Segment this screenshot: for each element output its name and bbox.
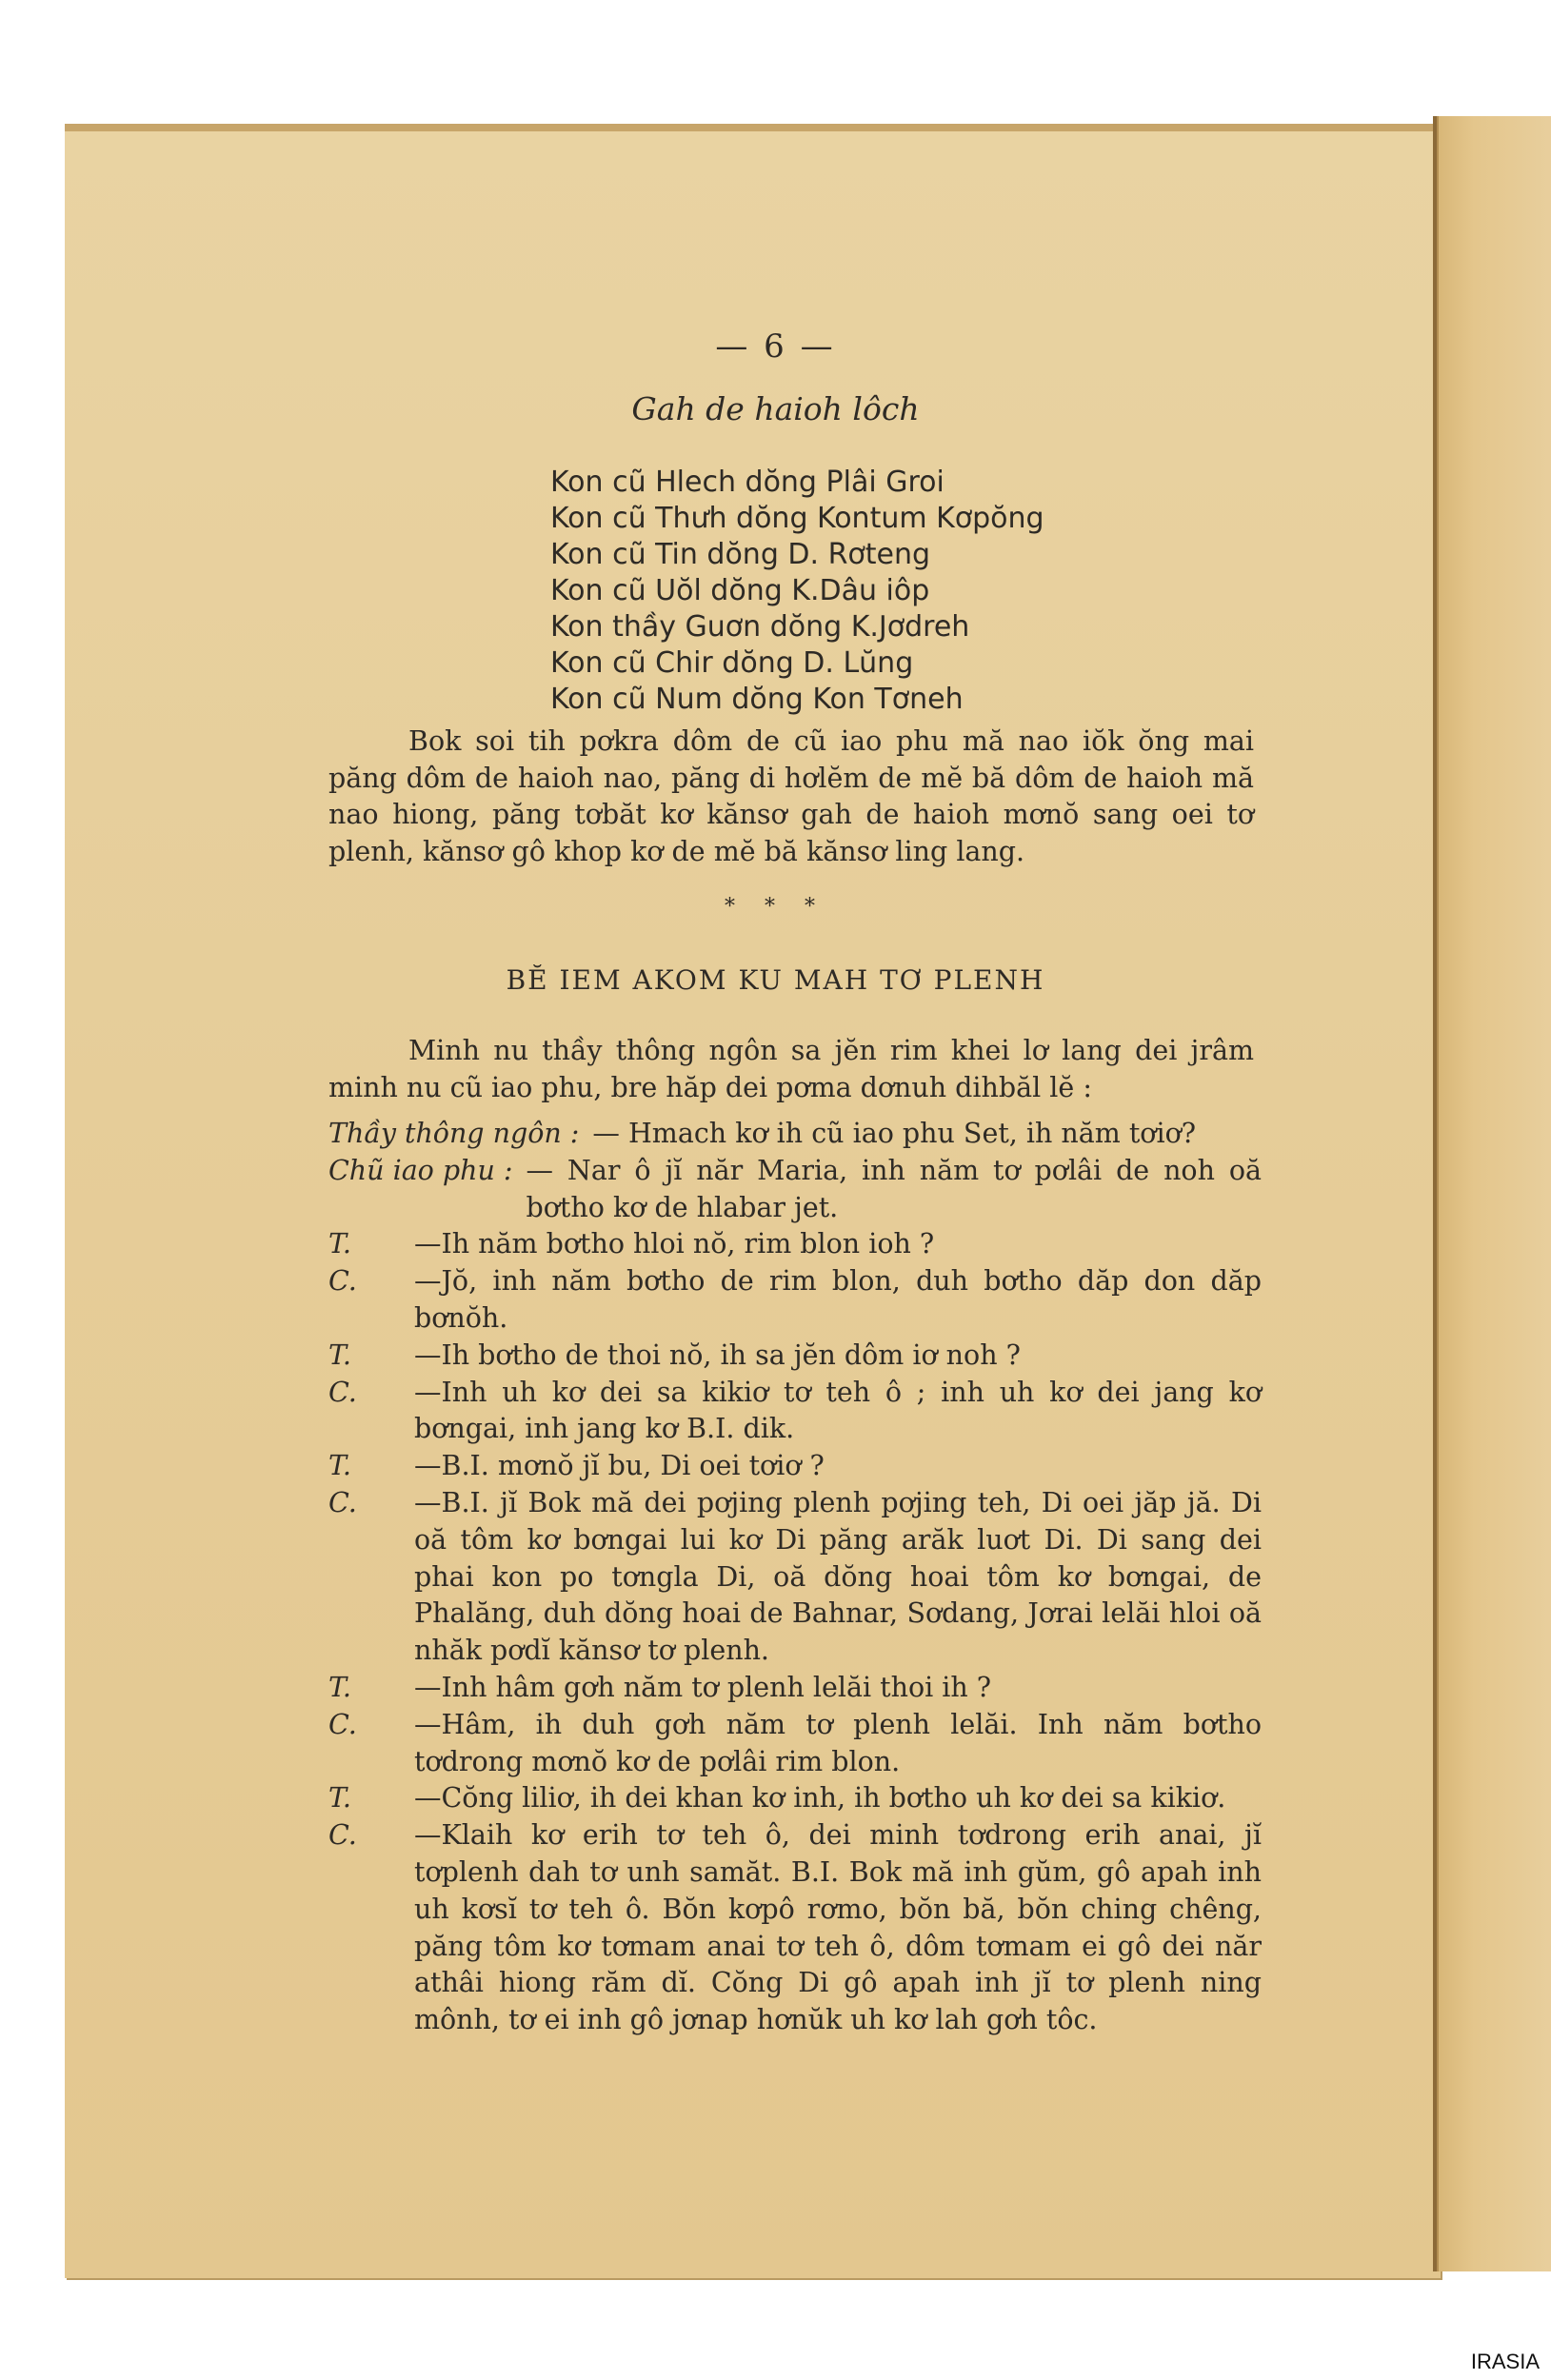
speaker-label: T. bbox=[328, 1782, 351, 1815]
dialogue-text: —Jŏ, inh năm bơtho de rim blon, duh bơtho dăp don dăp bơnŏh. bbox=[414, 1265, 1262, 1334]
dialogue-line bbox=[328, 1375, 1262, 1449]
dialogue-line bbox=[328, 1263, 1262, 1338]
credit-line: Kon cũ Uŏl dŏng K.Dâu iôp bbox=[550, 574, 930, 607]
speaker-label: C. bbox=[328, 1265, 357, 1298]
dialogue-line bbox=[328, 1153, 1262, 1227]
dialogue-line bbox=[328, 1780, 1262, 1817]
dialogue-text: — Nar ô jĭ năr Maria, inh năm tơ pơlâi de noh oă bơtho kơ de hlabar jet. bbox=[526, 1154, 1262, 1223]
speaker-label: T. bbox=[328, 1671, 351, 1703]
credit-line: Kon cũ Tin dŏng D. Rơteng bbox=[550, 538, 931, 571]
section-title: BĔ IEM AKOM KU MAH TƠ PLENH bbox=[506, 964, 1045, 996]
dialogue-text: —Ih năm bơtho hloi nŏ, rim blon ioh ? bbox=[414, 1228, 935, 1260]
credit-line: Kon thầy Guơn dŏng K.Jơdreh bbox=[550, 610, 970, 644]
section-intro: Minh nu thầy thông ngôn sa jĕn rim khei lơ lang dei jrâm minh nu cũ iao phu, bre hăp dei pơma dơnuh dihbăl lĕ : bbox=[328, 1035, 1254, 1103]
dialogue-text: — Hmach kơ ih cũ iao phu Set, ih năm tơiơ? bbox=[592, 1118, 1197, 1149]
dialogue-text: —Cŏng liliơ, ih dei khan kơ inh, ih bơtho uh kơ dei sa kikiơ. bbox=[414, 1782, 1226, 1815]
speaker-label: T. bbox=[328, 1339, 351, 1371]
dialogue-line bbox=[328, 1448, 1262, 1485]
dialogue-text: —B.I. mơnŏ jĭ bu, Di oei tơiơ ? bbox=[414, 1450, 825, 1482]
credit-line: Kon cũ Chir dŏng D. Lŭng bbox=[550, 646, 914, 680]
dialogue-text: —Inh uh kơ dei sa kikiơ tơ teh ô ; inh uh kơ dei jang kơ bơngai, inh jang kơ B.I. dik. bbox=[414, 1376, 1262, 1445]
dialogue-text: —Ih bơtho de thoi nŏ, ih sa jĕn dôm iơ noh ? bbox=[414, 1339, 1021, 1371]
dialogue-text: —B.I. jĭ Bok mă dei pơjing plenh pơjing teh, Di oei jăp jă. Di oă tôm kơ bơngai lui kơ Di păng arăk luơt Di. Di sang dei phai kon po tơngla Di, oă dŏng hoai tôm kơ bơngai, de Phalăng, duh dŏng hoai de Bahnar, Sơdang, Jơrai lelăi hloi oă nhăk pơdĭ kănsơ tơ plenh. bbox=[414, 1486, 1262, 1667]
dialogue-line bbox=[328, 1485, 1262, 1670]
speaker-label: Thầy thông ngôn : bbox=[328, 1118, 580, 1149]
dialogue-line bbox=[328, 1338, 1262, 1375]
dialogue-line bbox=[328, 1817, 1262, 2039]
dialogue-line bbox=[328, 1670, 1262, 1707]
facing-page-edge bbox=[1433, 116, 1551, 2271]
credit-line: Kon cũ Num dŏng Kon Tơneh bbox=[550, 683, 964, 716]
dialogue-text: —Klaih kơ erih tơ teh ô, dei minh tơdrong erih anai, jĭ tơplenh dah tơ unh samăt. B.I. Bok mă inh gŭm, gô apah inh uh kơsĭ tơ teh ô. Bŏn kơpô rơmo, bŏn bă, bŏn ching chêng, păng tôm kơ tơmam anai tơ teh ô, dôm tơmam ei gô dei năr athâi hiong răm dĭ. Cŏng Di gô apah inh jĭ tơ plenh ning mônh, tơ ei inh gô jơnap hơnŭk uh kơ lah gơh tôc. bbox=[414, 1819, 1262, 2036]
speaker-label: C. bbox=[328, 1376, 357, 1408]
dialogue-line bbox=[328, 1707, 1262, 1781]
page-number: — 6 — bbox=[715, 327, 836, 366]
credit-line: Kon cũ Hlech dŏng Plâi Groi bbox=[550, 466, 945, 499]
page-fold bbox=[1433, 116, 1437, 2271]
dialogue-text: —Hâm, ih duh gơh năm tơ plenh lelăi. Inh năm bơtho tơdrong mơnŏ kơ de pơlâi rim blon. bbox=[414, 1708, 1262, 1777]
dialogue-text: —Inh hâm gơh năm tơ plenh lelăi thoi ih ? bbox=[414, 1671, 992, 1703]
speaker-label: T. bbox=[328, 1450, 351, 1482]
speaker-label: Chũ iao phu : bbox=[328, 1154, 513, 1186]
poem-paragraph: Bok soi tih pơkra dôm de cũ iao phu mă nao iŏk ŏng mai păng dôm de haioh nao, păng di hơlĕm de mĕ bă dôm de haioh mă nao hiong, păng tơbăt kơ kănsơ gah de haioh mơnŏ sang oei tơ plenh, kănsơ gô khop kơ de mĕ bă kănsơ ling lang. bbox=[328, 725, 1254, 867]
credits-list bbox=[550, 465, 1236, 718]
section-separator: * * * bbox=[725, 895, 826, 919]
dialogue-line bbox=[328, 1226, 1262, 1263]
credit-line: Kon cũ Thưh dŏng Kontum Kơpŏng bbox=[550, 502, 1044, 535]
dialogue bbox=[328, 1116, 1262, 2039]
poem-title: Gah de haioh lôch bbox=[631, 390, 920, 427]
speaker-label: C. bbox=[328, 1708, 357, 1740]
speaker-label: T. bbox=[328, 1228, 351, 1260]
watermark-label: IRASIA bbox=[1470, 2350, 1540, 2373]
speaker-label: C. bbox=[328, 1486, 357, 1518]
speaker-label: C. bbox=[328, 1819, 357, 1852]
dialogue-line bbox=[328, 1116, 1262, 1153]
